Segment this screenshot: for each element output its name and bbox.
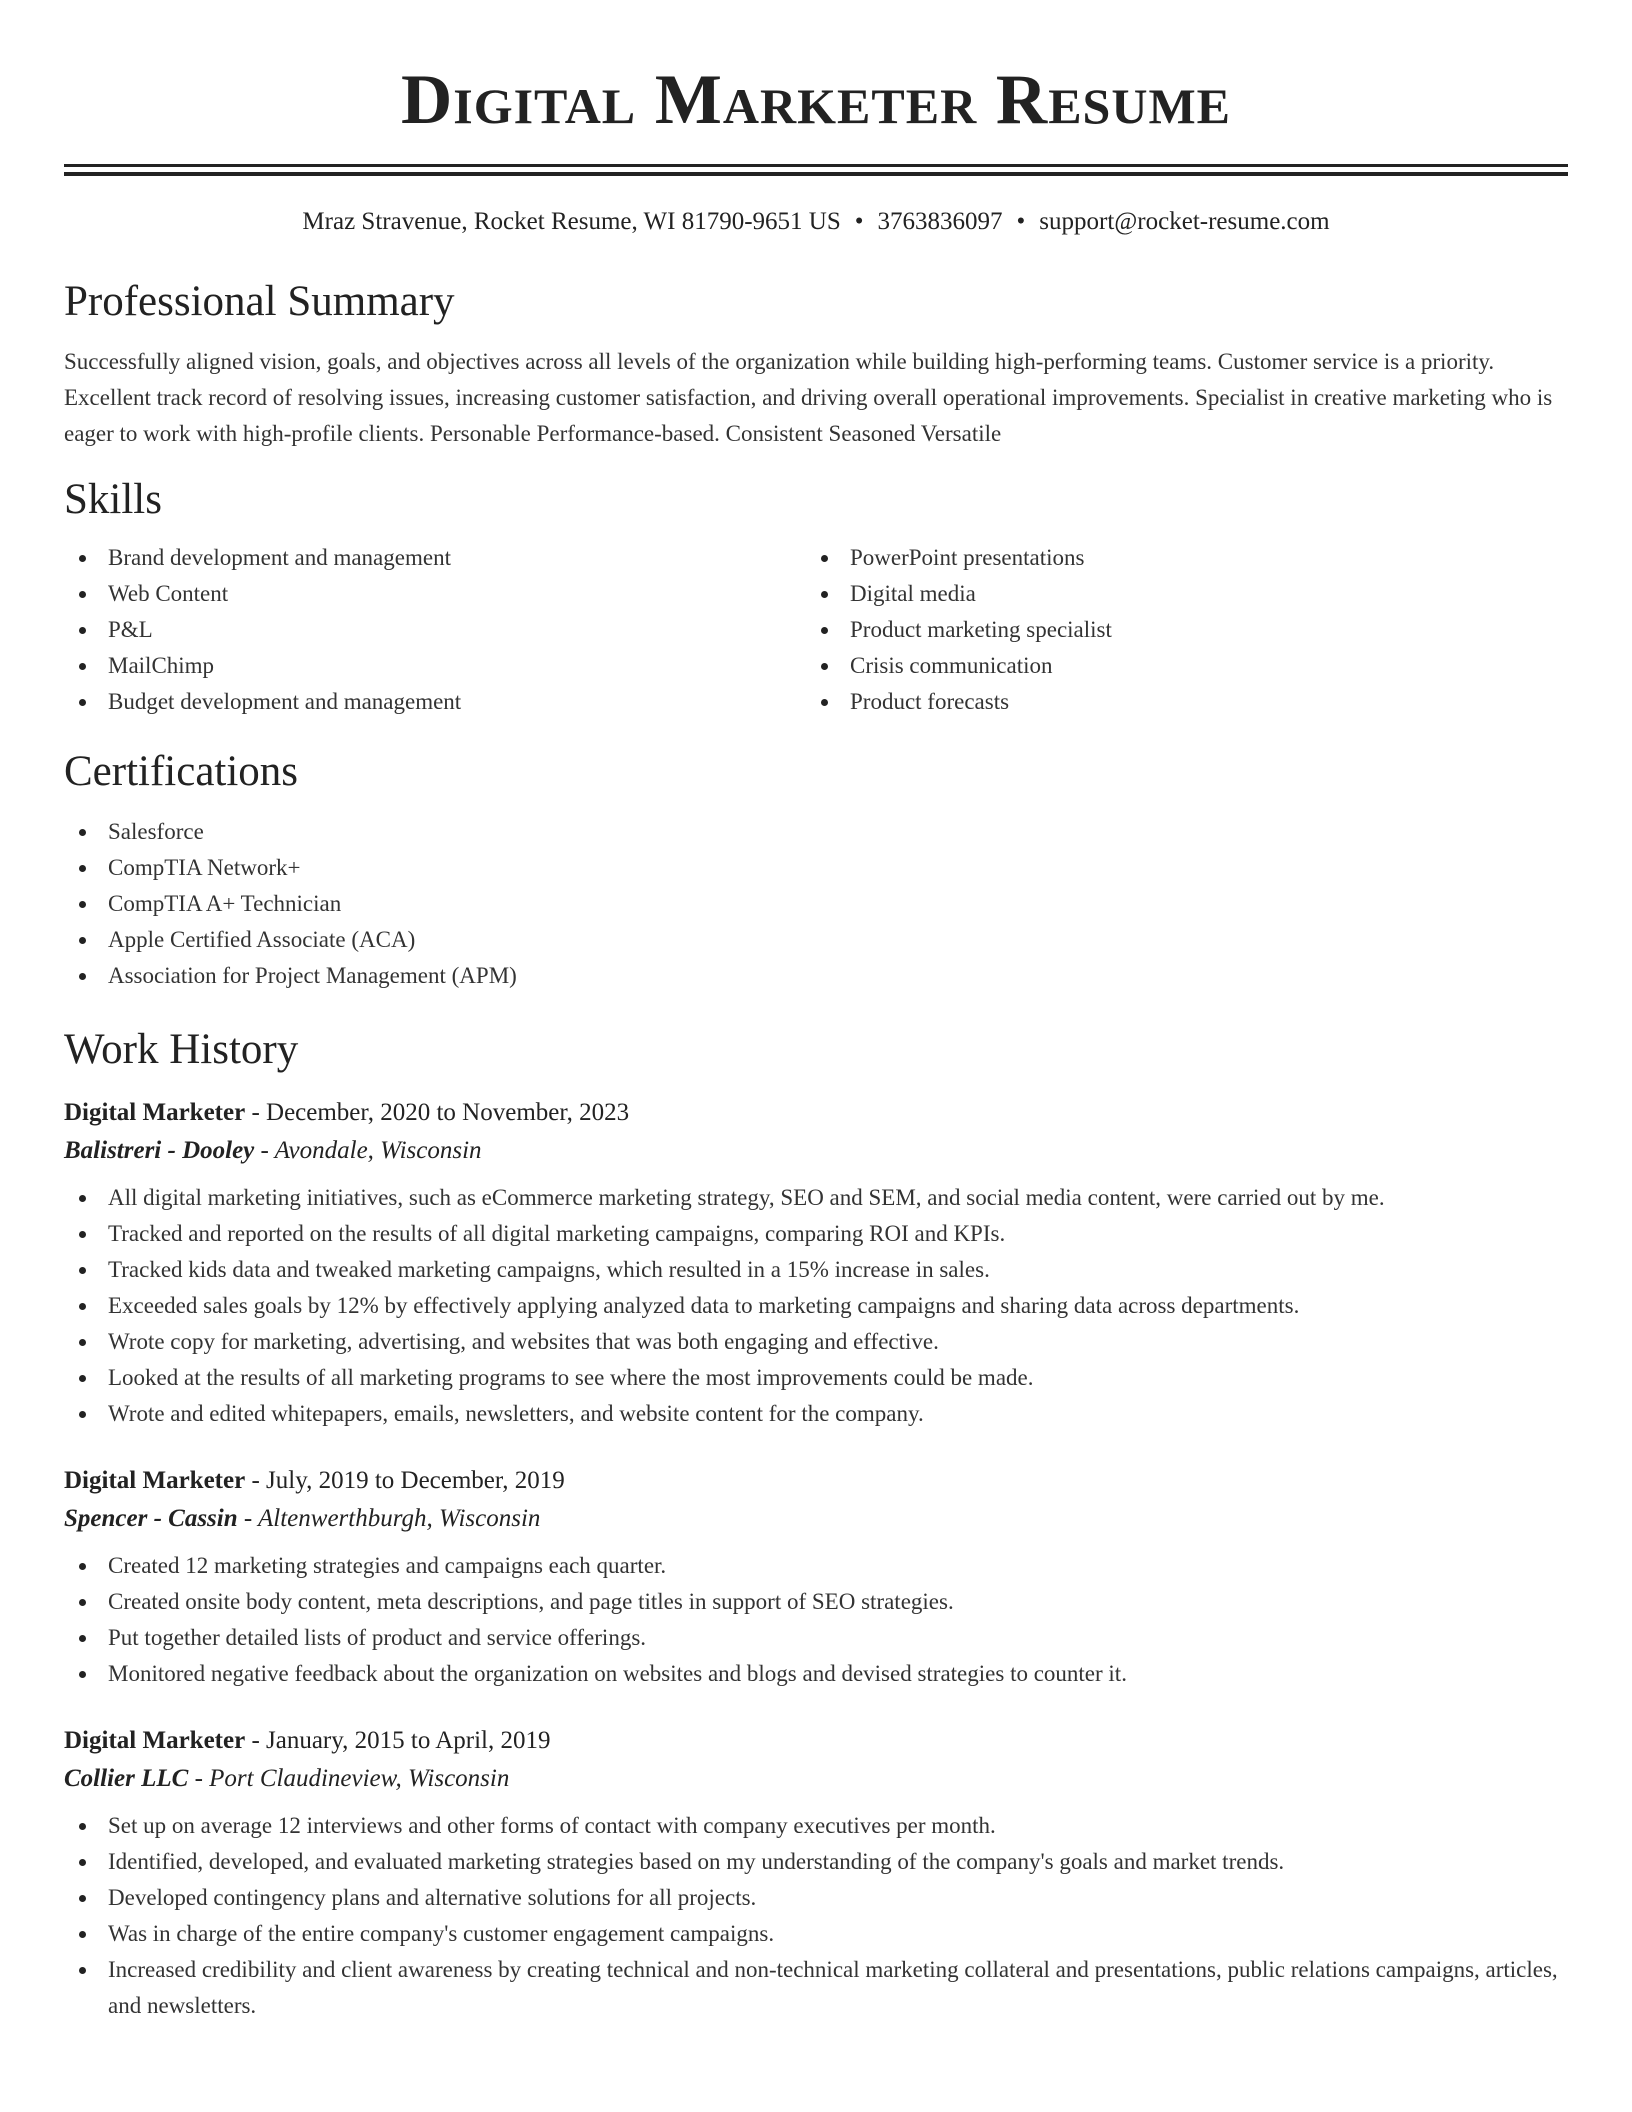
skill-item: Brand development and management xyxy=(64,540,806,576)
contact-phone: 3763836097 xyxy=(877,208,1003,235)
job-bullet: Created 12 marketing strategies and campaigns each quarter. xyxy=(64,1548,1568,1584)
job-bullet: Tracked and reported on the results of all digital marketing campaigns, comparing ROI and KPIs. xyxy=(64,1216,1568,1252)
contact-separator: • xyxy=(854,208,864,235)
skill-item: Product marketing specialist xyxy=(806,612,1548,648)
contact-line xyxy=(64,206,1568,238)
job-title-line xyxy=(64,1094,1568,1132)
job-bullet: Created onsite body content, meta descriptions, and page titles in support of SEO strategies. xyxy=(64,1584,1568,1620)
job-company: Balistreri - Dooley xyxy=(64,1137,255,1164)
job-bullets xyxy=(64,1548,1568,1692)
summary-heading: Professional Summary xyxy=(64,278,455,325)
work-history-heading: Work History xyxy=(64,1026,299,1073)
skills-heading: Skills xyxy=(64,476,162,523)
certification-item: Apple Certified Associate (ACA) xyxy=(64,922,1568,958)
skill-item: Budget development and management xyxy=(64,684,806,720)
job-bullet: All digital marketing initiatives, such as eCommerce marketing strategy, SEO and SEM, and social media content, were carried out by me. xyxy=(64,1180,1568,1216)
contact-email: support@rocket-resume.com xyxy=(1039,208,1330,235)
job-bullets xyxy=(64,1180,1568,1432)
work-history-section xyxy=(64,1024,1568,2024)
job-bullet: Increased credibility and client awareness by creating technical and non-technical marketing collateral and presentations, public relations campaigns, articles, and newsletters. xyxy=(64,1952,1568,2024)
contact-separator: • xyxy=(1016,208,1026,235)
job-bullet: Tracked kids data and tweaked marketing campaigns, which resulted in a 15% increase in sales. xyxy=(64,1252,1568,1288)
job-dates: - December, 2020 to November, 2023 xyxy=(245,1099,630,1126)
job-bullet: Wrote and edited whitepapers, emails, newsletters, and website content for the company. xyxy=(64,1396,1568,1432)
skill-item: Product forecasts xyxy=(806,684,1548,720)
certifications-heading: Certifications xyxy=(64,748,299,795)
job-entry xyxy=(64,1462,1568,1692)
job-title: Digital Marketer xyxy=(64,1467,246,1494)
job-bullets xyxy=(64,1808,1568,2024)
certifications-list xyxy=(64,814,1568,994)
certifications-section xyxy=(64,746,1568,994)
certification-item: Salesforce xyxy=(64,814,1568,850)
job-location: - Avondale, Wisconsin xyxy=(254,1137,482,1164)
job-bullet: Identified, developed, and evaluated marketing strategies based on my understanding of the company's goals and market trends. xyxy=(64,1844,1568,1880)
skill-item: P&L xyxy=(64,612,806,648)
skill-item: Web Content xyxy=(64,576,806,612)
job-title-line xyxy=(64,1462,1568,1500)
summary-text: Successfully aligned vision, goals, and objectives across all levels of the organization while building high-performing teams. Customer service is a priority. Excellent track record of resolving issues, increasing customer satisfaction, and driving overall operational improvements. Specialist in creative marketing who is eager to work with high-profile clients. Personable Performance-based. Consistent Seasoned Versatile xyxy=(64,349,1553,446)
contact-address: Mraz Stravenue, Rocket Resume, WI 81790-9651 US xyxy=(302,208,841,235)
skills-right-list xyxy=(806,540,1548,720)
job-title: Digital Marketer xyxy=(64,1727,246,1754)
job-entry xyxy=(64,1722,1568,2024)
certification-item: CompTIA Network+ xyxy=(64,850,1568,886)
certification-item: CompTIA A+ Technician xyxy=(64,886,1568,922)
skills-section xyxy=(64,474,1568,720)
job-title: Digital Marketer xyxy=(64,1099,246,1126)
job-company-line xyxy=(64,1760,1568,1798)
job-company: Spencer - Cassin xyxy=(64,1505,238,1532)
job-bullet: Developed contingency plans and alternative solutions for all projects. xyxy=(64,1880,1568,1916)
job-dates: - January, 2015 to April, 2019 xyxy=(245,1727,551,1754)
skill-item: Digital media xyxy=(806,576,1548,612)
skill-item: MailChimp xyxy=(64,648,806,684)
job-location: - Port Claudineview, Wisconsin xyxy=(188,1765,510,1792)
job-bullet: Was in charge of the entire company's customer engagement campaigns. xyxy=(64,1916,1568,1952)
job-bullet: Wrote copy for marketing, advertising, and websites that was both engaging and effective. xyxy=(64,1324,1568,1360)
job-company-line xyxy=(64,1500,1568,1538)
skill-item: PowerPoint presentations xyxy=(806,540,1548,576)
certification-item: Association for Project Management (APM) xyxy=(64,958,1568,994)
summary-section xyxy=(64,276,1568,452)
job-bullet: Exceeded sales goals by 12% by effectively applying analyzed data to marketing campaigns and sharing data across departments. xyxy=(64,1288,1568,1324)
title-double-rule xyxy=(64,164,1568,176)
job-company: Collier LLC xyxy=(64,1765,189,1792)
job-bullet: Put together detailed lists of product and service offerings. xyxy=(64,1620,1568,1656)
job-bullet: Looked at the results of all marketing programs to see where the most improvements could be made. xyxy=(64,1360,1568,1396)
job-title-line xyxy=(64,1722,1568,1760)
job-location: - Altenwerthburgh, Wisconsin xyxy=(237,1505,541,1532)
job-bullet: Monitored negative feedback about the organization on websites and blogs and devised strategies to counter it. xyxy=(64,1656,1568,1692)
job-dates: - July, 2019 to December, 2019 xyxy=(245,1467,565,1494)
skill-item: Crisis communication xyxy=(806,648,1548,684)
resume-title: Digital Marketer Resume xyxy=(400,61,1232,139)
job-bullet: Set up on average 12 interviews and other forms of contact with company executives per month. xyxy=(64,1808,1568,1844)
job-company-line xyxy=(64,1132,1568,1170)
skills-left-list xyxy=(64,540,806,720)
job-entry xyxy=(64,1094,1568,1432)
skills-grid xyxy=(64,540,1568,720)
